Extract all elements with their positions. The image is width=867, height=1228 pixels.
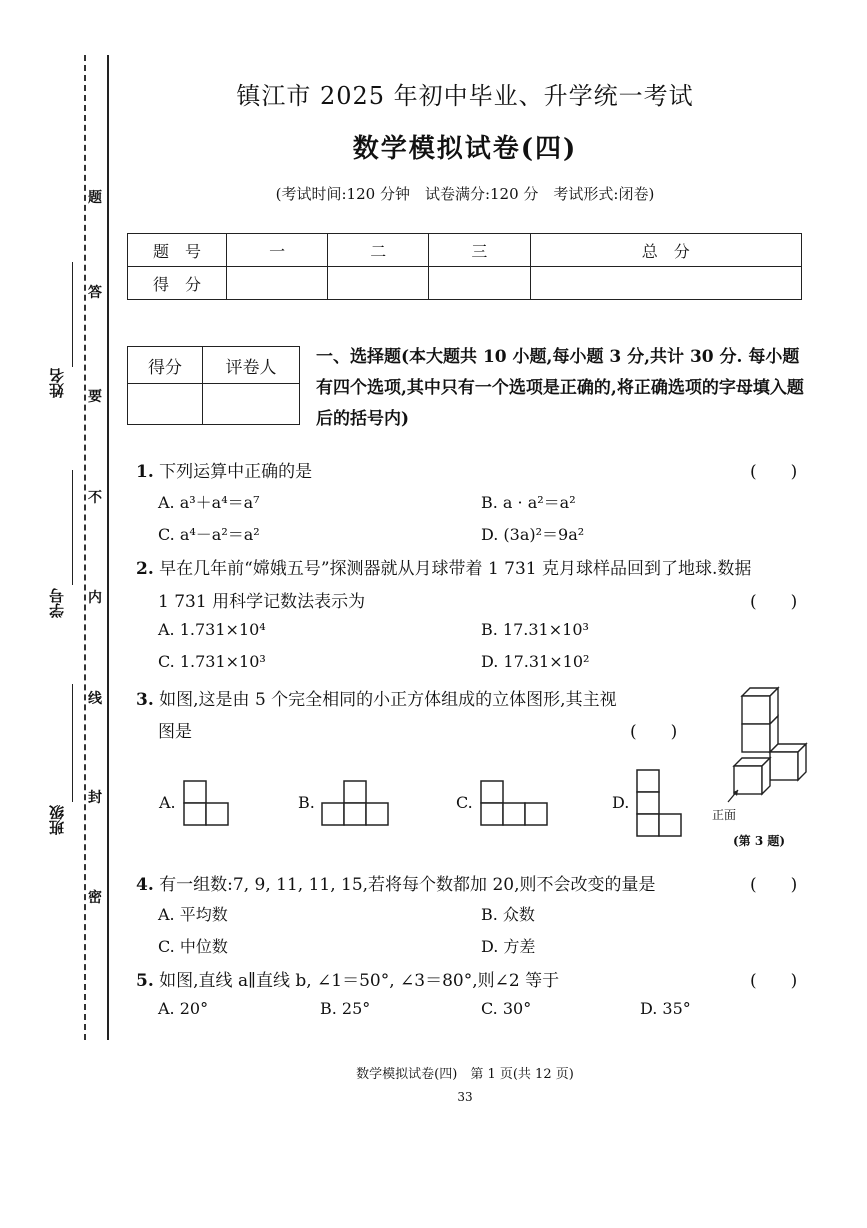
question-text: 下列运算中正确的是 <box>159 462 313 482</box>
option-c[interactable]: C. 30° <box>481 999 532 1018</box>
score-table-header: 二 <box>328 234 429 267</box>
answer-blank[interactable]: ( ) <box>630 722 678 742</box>
page-number: 33 <box>457 1090 473 1104</box>
grader-box <box>127 346 300 425</box>
score-cell[interactable] <box>328 267 429 300</box>
question-text-cont: 图是 <box>158 722 192 742</box>
option-d[interactable]: D. (3a)²＝9a² <box>481 525 585 544</box>
seal-char: 答 <box>88 285 102 301</box>
score-table <box>127 233 802 300</box>
option-c[interactable]: C. 1.731×10³ <box>158 652 266 671</box>
answer-blank[interactable]: ( ) <box>750 462 798 482</box>
question-2 <box>136 554 816 579</box>
question-4 <box>136 870 655 895</box>
question-5 <box>136 966 559 991</box>
name-field[interactable] <box>46 368 76 398</box>
student-id-field[interactable] <box>46 588 76 618</box>
question-number: 4. <box>136 875 154 895</box>
grader-name-cell[interactable] <box>203 384 300 425</box>
student-id-line <box>72 470 73 585</box>
question-1 <box>136 457 312 482</box>
option-c-figure <box>480 780 550 828</box>
option-d[interactable]: D. 方差 <box>481 937 536 956</box>
seal-char: 要 <box>88 389 102 405</box>
grader-name-label: 评卷人 <box>203 347 300 384</box>
class-field[interactable] <box>46 805 76 835</box>
seal-char: 不 <box>88 490 102 506</box>
option-b[interactable]: B. 众数 <box>481 905 535 924</box>
name-label: 姓名 <box>48 368 66 398</box>
student-id-label: 学号 <box>48 588 66 618</box>
question-number: 1. <box>136 462 154 482</box>
score-cell[interactable] <box>530 267 801 300</box>
score-cell[interactable] <box>227 267 328 300</box>
question-text: 如图,直线 a∥直线 b, ∠1＝50°, ∠3＝80°,则∠2 等于 <box>159 971 560 991</box>
score-row-label: 得 分 <box>128 267 227 300</box>
option-a[interactable]: A. <box>159 793 176 812</box>
page-footer: 数学模拟试卷(四) 第 1 页(共 12 页) <box>356 1067 574 1082</box>
seal-char: 封 <box>88 790 102 806</box>
answer-blank[interactable]: ( ) <box>750 592 798 612</box>
section-1-heading: 一、选择题(本大题共 10 小题,每小题 3 分,共计 30 分. 每小题有四个选项,其中只有一个选项是正确的,将正确选项的字母填入题后的括号内) <box>316 347 804 429</box>
paper-subtitle: 数学模拟试卷(四) <box>352 134 578 164</box>
question-number: 5. <box>136 971 154 991</box>
exam-info: (考试时间:120 分钟 试卷满分:120 分 考试形式:闭卷) <box>275 185 655 203</box>
option-d[interactable]: D. 17.31×10² <box>481 652 590 671</box>
option-a[interactable]: A. 1.731×10⁴ <box>158 620 266 639</box>
option-a-figure <box>183 780 231 828</box>
class-line <box>72 684 73 802</box>
exam-title: 镇江市 2025 年初中毕业、升学统一考试 <box>236 82 694 110</box>
name-line <box>72 262 73 367</box>
score-table-header: 三 <box>429 234 530 267</box>
question-text: 早在几年前“嫦娥五号”探测器就从月球带着 1 731 克月球样品回到了地球.数据 <box>159 559 752 579</box>
grader-score-cell[interactable] <box>128 384 203 425</box>
score-cell[interactable] <box>429 267 530 300</box>
option-c[interactable]: C. <box>456 793 473 812</box>
option-b-figure <box>321 780 391 828</box>
figure-caption: (第 3 题) <box>733 834 786 848</box>
question-3 <box>136 685 617 710</box>
question-text-cont: 1 731 用科学记数法表示为 <box>158 592 366 612</box>
question-number: 2. <box>136 559 154 579</box>
question-text: 如图,这是由 5 个完全相同的小正方体组成的立体图形,其主视 <box>159 690 617 710</box>
option-a[interactable]: A. 20° <box>158 999 209 1018</box>
option-c[interactable]: C. a⁴－a²＝a² <box>158 525 260 544</box>
option-d-figure <box>636 769 684 839</box>
option-b[interactable]: B. 17.31×10³ <box>481 620 589 639</box>
question-number: 3. <box>136 690 154 710</box>
front-view-label: 正面 <box>712 808 737 822</box>
option-d[interactable]: D. 35° <box>640 999 691 1018</box>
score-table-header: 题 号 <box>128 234 227 267</box>
seal-char: 线 <box>88 691 102 707</box>
question-text: 有一组数:7, 9, 11, 11, 15,若将每个数都加 20,则不会改变的量是 <box>159 875 656 895</box>
option-b[interactable]: B. <box>298 793 315 812</box>
grader-score-label: 得分 <box>128 347 203 384</box>
score-table-header: 总 分 <box>530 234 801 267</box>
seal-char: 题 <box>88 190 102 206</box>
option-c[interactable]: C. 中位数 <box>158 937 228 956</box>
answer-blank[interactable]: ( ) <box>750 875 798 895</box>
seal-char: 密 <box>88 890 102 906</box>
answer-blank[interactable]: ( ) <box>750 971 798 991</box>
option-a[interactable]: A. a³＋a⁴＝a⁷ <box>158 493 260 512</box>
score-table-header: 一 <box>227 234 328 267</box>
seal-char: 内 <box>88 590 102 606</box>
option-b[interactable]: B. 25° <box>320 999 371 1018</box>
option-d[interactable]: D. <box>612 793 630 812</box>
option-b[interactable]: B. a · a²＝a² <box>481 493 576 512</box>
option-a[interactable]: A. 平均数 <box>158 905 228 924</box>
class-label: 班级 <box>48 805 66 835</box>
